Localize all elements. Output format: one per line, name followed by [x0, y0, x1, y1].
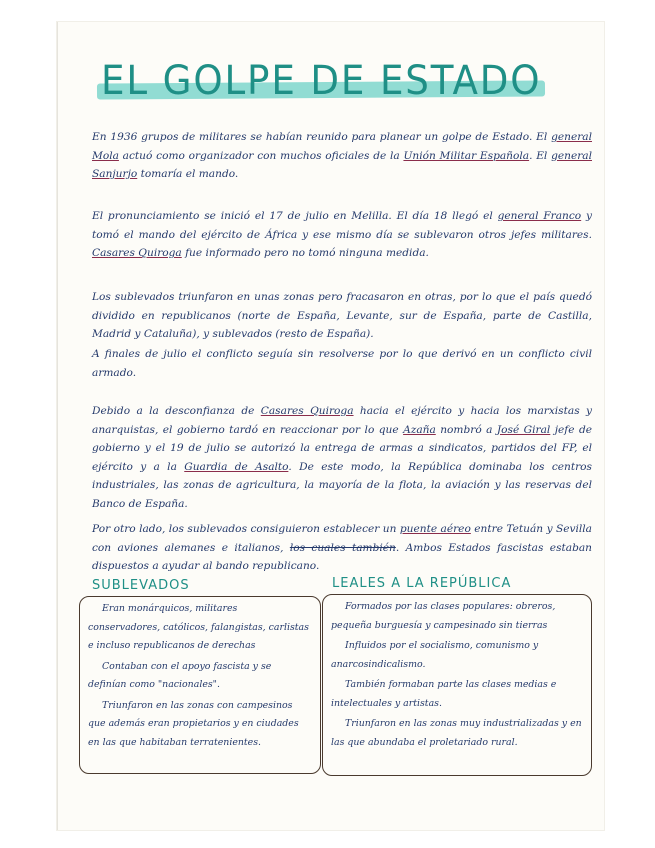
box-paragraph: También formaban parte las clases medias e intelectuales y artistas. — [331, 679, 557, 709]
underlined-term: general Franco — [497, 210, 582, 222]
paragraph-2: El pronunciamiento se inició el 17 de julio en Melilla. El día 18 llegó el general Franco y tomó el mando del ejército de África y ese mismo día se sublevaron otros jefes militares. Casares Quiroga fue informado pero no tomó ninguna medida. — [92, 210, 592, 259]
underlined-term: puente aéreo — [399, 523, 471, 535]
box-paragraph: Contaban con el apoyo fascista y se definían como "nacionales". — [88, 660, 272, 690]
paragraph-3: Los sublevados triunfaron en unas zonas pero fracasaron en otras, por lo que el país quedó dividido en republicanos (norte de España, Levante, sur de España, parte de Castilla, Madrid y Cataluña), y sublevados (resto de España). — [92, 291, 592, 340]
underlined-term: Unión Militar Española — [403, 149, 530, 162]
underlined-term: general Sanjurjo — [92, 149, 592, 180]
leales-heading: LEALES A LA REPÚBLICA — [332, 576, 512, 591]
paragraph-4: A finales de julio el conflicto seguía sin resolverse por lo que derivó en un conflicto civil armado. — [92, 348, 592, 379]
sublevados-heading: SUBLEVADOS — [92, 578, 190, 593]
underlined-term: Casares Quiroga — [92, 247, 182, 259]
underlined-term: Casares Quiroga — [260, 405, 354, 417]
box-paragraph: Triunfaron en las zonas con campesinos que además eran propietarios y en ciudades en las que habitaban terratenientes. — [88, 699, 299, 748]
box-paragraph: Triunfaron en las zonas muy industrializadas y en las que abundaba el proletariado rural. — [331, 718, 582, 748]
crossed-out-text: los cuales también — [289, 541, 396, 554]
underlined-term: José Giral — [496, 423, 551, 436]
box-paragraph: Formados por las clases populares: obreros, pequeña burguesía y campesinado sin tierras — [331, 601, 556, 631]
underlined-term: general Mola — [92, 131, 592, 162]
underlined-term: Guardia de Asalto — [184, 460, 289, 473]
leales-text — [331, 598, 583, 754]
box-paragraph: Influidos por el socialismo, comunismo y anarcosindicalismo. — [331, 640, 539, 670]
paragraph-6: Por otro lado, los sublevados consiguieron establecer un puente aéreo entre Tetuán y Sevilla con aviones alemanes e italianos, los cuales también. Ambos Estados fascistas estaban dispuestos a ayudar al bando republicano. — [92, 523, 593, 572]
underlined-term: Azaña — [403, 423, 436, 436]
paragraph-5: Debido a la desconfianza de Casares Quiroga hacia el ejército y hacia los marxistas y anarquistas, el gobierno tardó en reaccionar por lo que Azaña nombró a José Giral jefe de gobierno y el 19 de julio se autorizó la entrega de armas a sindicatos, partidos del FP, el ejército y a la Guardia de Asalto. De este modo, la República dominaba los centros industriales, las zonas de agricultura, la mayoría de la flota, la aviación y las reservas del Banco de España. — [92, 405, 592, 510]
paragraph-1: En 1936 grupos de militares se habían reunido para planear un golpe de Estado. El general Mola actuó como organizador con muchos oficiales de la Unión Militar Española. El general Sanjurjo tomaría el mando. — [92, 131, 592, 180]
box-paragraph: Eran monárquicos, militares conservadores, católicos, falangistas, carlistas e incluso republicanos de derechas — [88, 603, 309, 651]
page-title: EL GOLPE DE ESTADO — [101, 58, 542, 104]
sublevados-text — [88, 600, 312, 754]
